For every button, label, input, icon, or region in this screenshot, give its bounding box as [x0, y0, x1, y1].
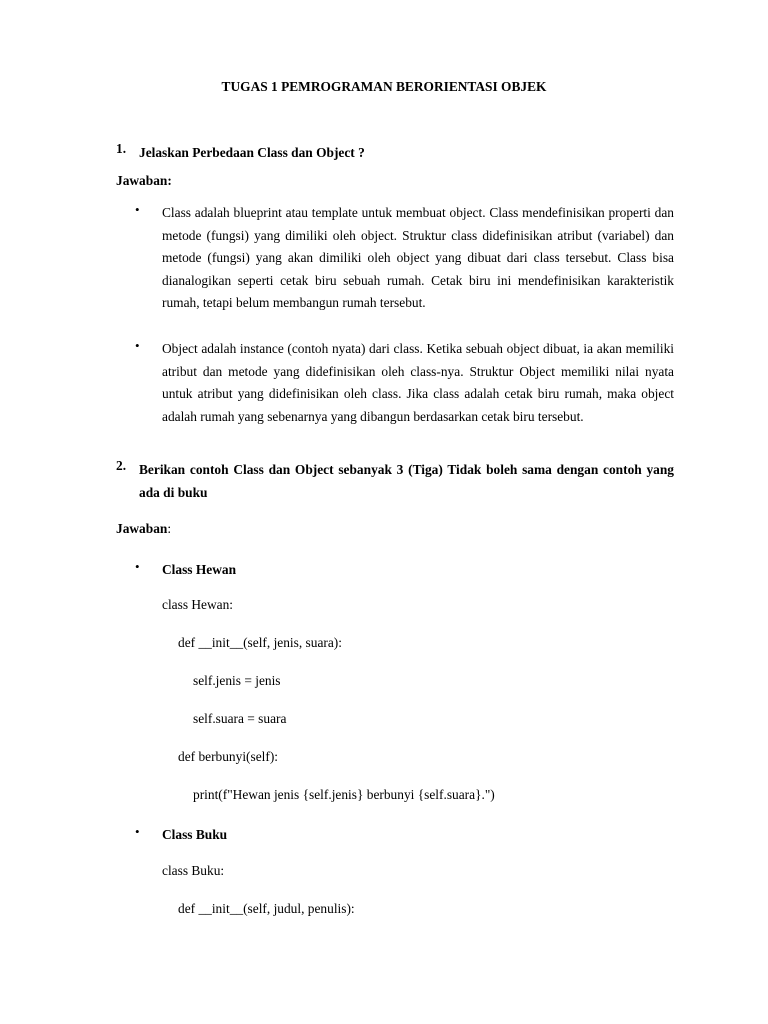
bullet-text: Object adalah instance (contoh nyata) dari class. Ketika sebuah object dibuat, ia akan memiliki atribut dan metode yang didefinisikan oleh class-nya. Struktur Object memiliki nilai nyata untuk atribut yang didefinisikan oleh class. Jika class adalah cetak biru rumah, maka object adalah rumah yang sebenarnya yang dibangun berdasarkan cetak biru tersebut. [162, 341, 674, 424]
question-2 [116, 458, 674, 504]
code-line: self.jenis = jenis [193, 673, 281, 688]
question-text: Jelaskan Perbedaan Class dan Object ? [139, 145, 365, 160]
question-1 [116, 141, 674, 164]
answer-bullet-class [135, 202, 674, 315]
code-line: def __init__(self, judul, penulis): [178, 901, 355, 916]
document-title: TUGAS 1 PEMROGRAMAN BERORIENTASI OBJEK [221, 79, 547, 94]
example-heading-buku [135, 824, 674, 847]
example-heading-text: Class Buku [162, 827, 228, 842]
code-line: class Buku: [162, 863, 225, 878]
example-heading-hewan [135, 559, 674, 582]
code-line: def berbunyi(self): [178, 749, 279, 764]
answer-label: Jawaban: [116, 173, 172, 188]
answer-label [116, 521, 171, 537]
code-line: print(f"Hewan jenis {self.jenis} berbunyi {self.suara}.") [193, 787, 495, 802]
question-text: Berikan contoh Class dan Object sebanyak 3 (Tiga) Tidak boleh sama dengan contoh yang ada di buku [139, 462, 674, 500]
bullet-icon: • [135, 559, 140, 574]
bullet-text: Class adalah blueprint atau template untuk membuat object. Class mendefinisikan properti dan metode (fungsi) yang dimiliki oleh object. Struktur class didefinisikan atribut (variabel) dan metode (fungsi) yang akan dimiliki oleh object yang dibuat dari class tersebut. Class bisa dianalogikan seperti cetak biru sebuah rumah. Cetak biru ini mendefinisikan karakteristik rumah, tetapi belum membangun rumah tersebut. [162, 205, 674, 311]
code-line: class Hewan: [162, 597, 234, 612]
answer-label-text: Jawaban [116, 521, 168, 536]
answer-label-colon: : [167, 521, 172, 536]
bullet-icon: • [135, 338, 140, 353]
question-number: 2. [116, 458, 127, 473]
question-number: 1. [116, 141, 127, 156]
bullet-icon: • [135, 824, 140, 839]
example-heading-text: Class Hewan [162, 562, 237, 577]
code-line: def __init__(self, jenis, suara): [178, 635, 342, 650]
answer-bullet-object [135, 338, 674, 428]
bullet-icon: • [135, 202, 140, 217]
code-line: self.suara = suara [193, 711, 287, 726]
